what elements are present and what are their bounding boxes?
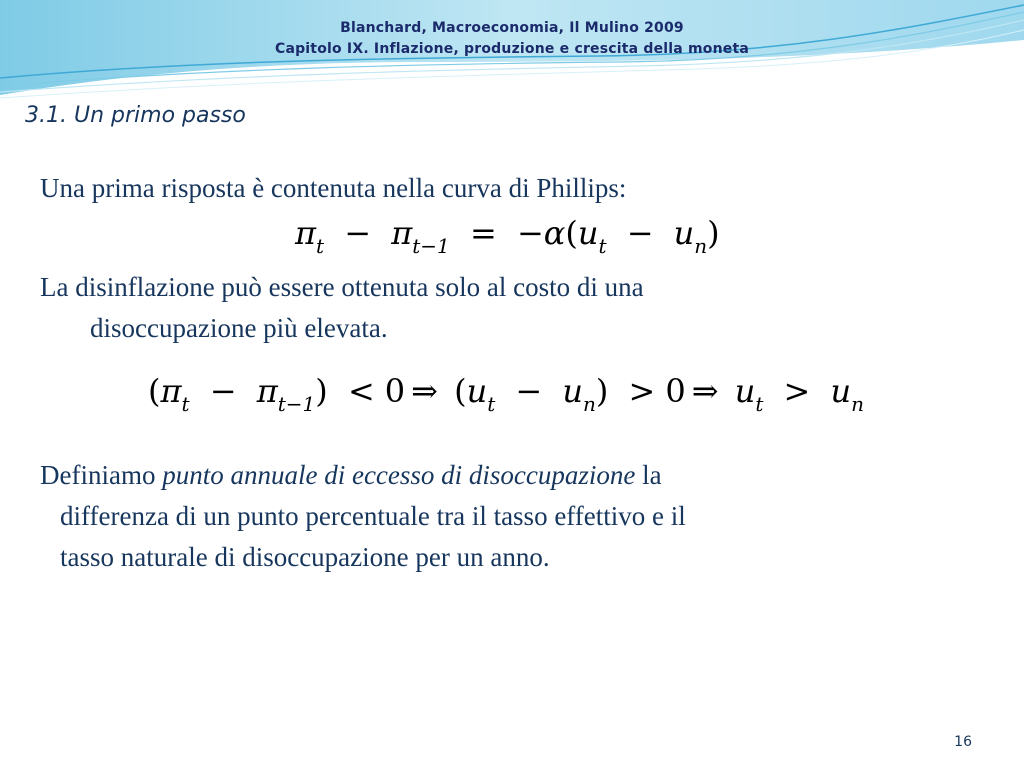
paragraph-text: la	[635, 460, 662, 490]
paragraph-definition	[40, 455, 970, 578]
paragraph-text: Definiamo	[40, 460, 163, 490]
paragraph-disinflation	[40, 267, 940, 349]
paragraph-line: tasso naturale di disoccupazione per un anno.	[60, 542, 550, 572]
page-number: 16	[954, 734, 972, 750]
implies-arrow: ⇒	[691, 372, 719, 410]
defined-term: punto annuale di eccesso di disoccupazione	[162, 460, 636, 490]
paragraph-line: differenza di un punto percentuale tra il tasso effettivo e il	[60, 501, 686, 531]
section-title: 3.1. Un primo passo	[25, 103, 246, 128]
header-book-reference: Blanchard, Macroeconomia, Il Mulino 2009	[340, 20, 684, 36]
paragraph-line: disoccupazione più elevata.	[90, 313, 388, 343]
implies-arrow: ⇒	[411, 372, 438, 410]
phillips-curve-formula: $\pi_t - \pi_{t-1} = -\alpha(u_t - u_n)$	[295, 214, 720, 258]
header-chapter-title: Capitolo IX. Inflazione, produzione e crescita della moneta	[274, 41, 750, 57]
paragraph-phillips-intro: Una prima risposta è contenuta nella curva di Phillips:	[40, 173, 627, 203]
disinflation-implication-formula: $(\pi_t - \pi_{t-1}) < 0$ ⇒ $(u_t - u_n) > 0$ ⇒ $u_t > u_n$	[148, 372, 865, 416]
paragraph-line: La disinflazione può essere ottenuta solo al costo di una	[40, 272, 644, 302]
